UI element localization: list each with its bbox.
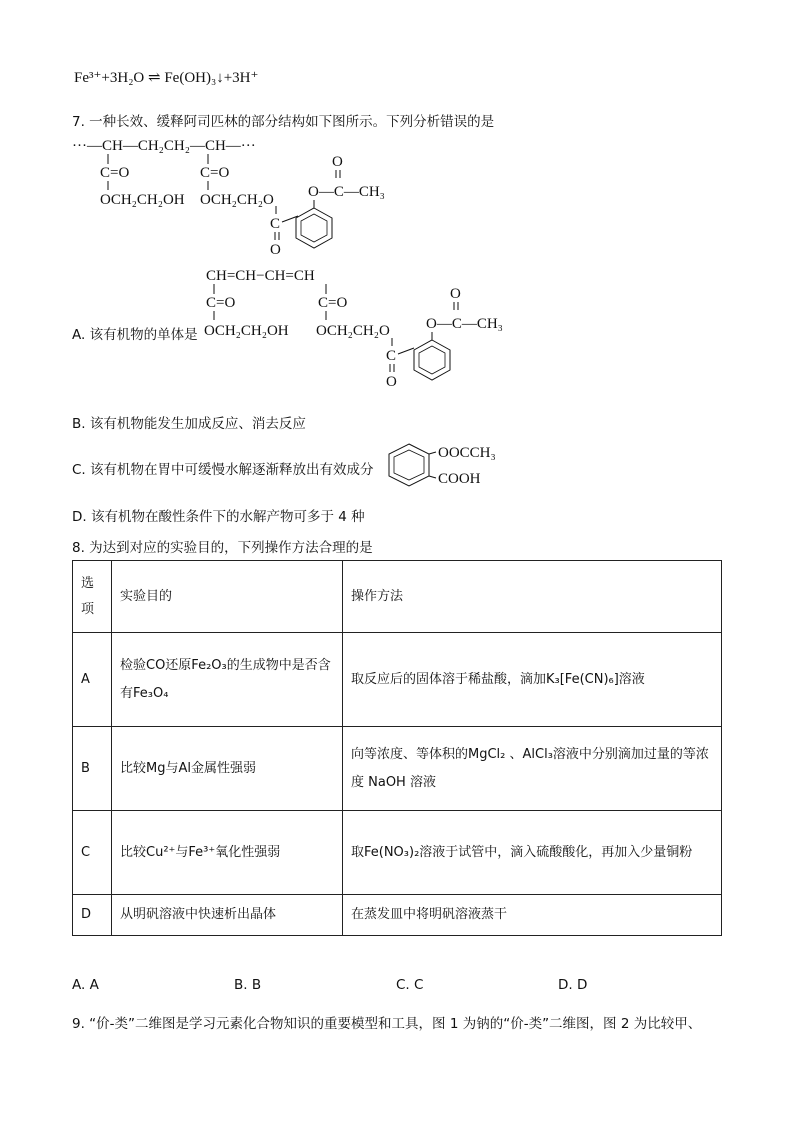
table-row bbox=[73, 633, 722, 727]
q7-stem: 7. 一种长效、缓释阿司匹林的部分结构如下图所示。下列分析错误的是 bbox=[72, 114, 495, 130]
monomer-o-top: O bbox=[450, 286, 461, 302]
q8-answer-a: A. A bbox=[72, 977, 99, 993]
row-method: 取Fe(NO₃)₂溶液于试管中，滴入硫酸酸化，再加入少量铜粉 bbox=[343, 811, 722, 895]
row-method: 在蒸发皿中将明矾溶液蒸干 bbox=[343, 895, 722, 936]
table-header-row bbox=[73, 561, 722, 633]
monomer-structure bbox=[200, 258, 530, 398]
q7-option-a: A. 该有机物的单体是 bbox=[72, 327, 198, 343]
monomer-ester-left: OCH₂CH₂OH bbox=[204, 323, 289, 339]
hydrolysis-equation: Fe³⁺+3H₂O ⇌ Fe(OH)₃↓+3H⁺ bbox=[74, 70, 259, 86]
polymer-ester-left: OCH₂CH₂OH bbox=[100, 192, 185, 208]
row-purpose: 比较Cu²⁺与Fe³⁺氧化性强弱 bbox=[112, 811, 343, 895]
polymer-co-right: C=O bbox=[200, 165, 230, 181]
table-row bbox=[73, 727, 722, 811]
row-method: 向等浓度、等体积的MgCl₂ 、AlCl₃溶液中分别滴加过量的等浓度 NaOH 溶液 bbox=[343, 727, 722, 811]
row-option: A bbox=[73, 633, 112, 727]
row-option: D bbox=[73, 895, 112, 936]
polymer-structure bbox=[70, 132, 490, 262]
monomer-c-link: C bbox=[386, 348, 397, 364]
q8-answer-c: C. C bbox=[396, 977, 424, 993]
polymer-backbone: ···—CH—CH₂CH₂—CH—··· bbox=[72, 138, 256, 154]
q8-table bbox=[72, 560, 722, 936]
polymer-o-top: O bbox=[332, 154, 343, 170]
header-method: 操作方法 bbox=[343, 561, 722, 633]
q8-answer-b: B. B bbox=[234, 977, 262, 993]
q7-option-d: D. 该有机物在酸性条件下的水解产物可多于 4 种 bbox=[72, 509, 365, 525]
row-option: C bbox=[73, 811, 112, 895]
q8-answer-d: D. D bbox=[558, 977, 588, 993]
aspirin-oocch3: OOCCH₃ bbox=[438, 445, 496, 461]
row-purpose: 比较Mg与Al金属性强弱 bbox=[112, 727, 343, 811]
monomer-co-left: C=O bbox=[206, 295, 236, 311]
monomer-ester-right: OCH₂CH₂O bbox=[316, 323, 390, 339]
monomer-co-right: C=O bbox=[318, 295, 348, 311]
q8-stem: 8. 为达到对应的实验目的，下列操作方法合理的是 bbox=[72, 540, 373, 556]
aspirin-cooh: COOH bbox=[438, 471, 481, 487]
row-method: 取反应后的固体溶于稀盐酸，滴加K₃[Fe(CN)₆]溶液 bbox=[343, 633, 722, 727]
polymer-co-left: C=O bbox=[100, 165, 130, 181]
polymer-o-link: O bbox=[270, 242, 281, 258]
monomer-o-link: O bbox=[386, 374, 397, 390]
header-option: 选项 bbox=[73, 561, 112, 633]
row-option: B bbox=[73, 727, 112, 811]
polymer-c-link: C bbox=[270, 216, 281, 232]
q7-option-c: C. 该有机物在胃中可缓慢水解逐渐释放出有效成分 bbox=[72, 462, 374, 478]
monomer-acetyl: O—C—CH₃ bbox=[426, 316, 503, 332]
polymer-ester-right: OCH₂CH₂O bbox=[200, 192, 274, 208]
monomer-chain: CH=CH−CH=CH bbox=[206, 268, 315, 284]
row-purpose: 检验CO还原Fe₂O₃的生成物中是否含有Fe₃O₄ bbox=[112, 633, 343, 727]
header-purpose: 实验目的 bbox=[112, 561, 343, 633]
q7-option-b: B. 该有机物能发生加成反应、消去反应 bbox=[72, 416, 306, 432]
table-row bbox=[73, 895, 722, 936]
polymer-acetyl: O—C—CH₃ bbox=[308, 184, 385, 200]
aspirin-structure bbox=[386, 440, 526, 492]
table-row bbox=[73, 811, 722, 895]
row-purpose: 从明矾溶液中快速析出晶体 bbox=[112, 895, 343, 936]
q9-stem: 9. “价-类”二维图是学习元素化合物知识的重要模型和工具，图 1 为钠的“价-类”二维图，图 2 为比较甲、 bbox=[72, 1016, 702, 1032]
